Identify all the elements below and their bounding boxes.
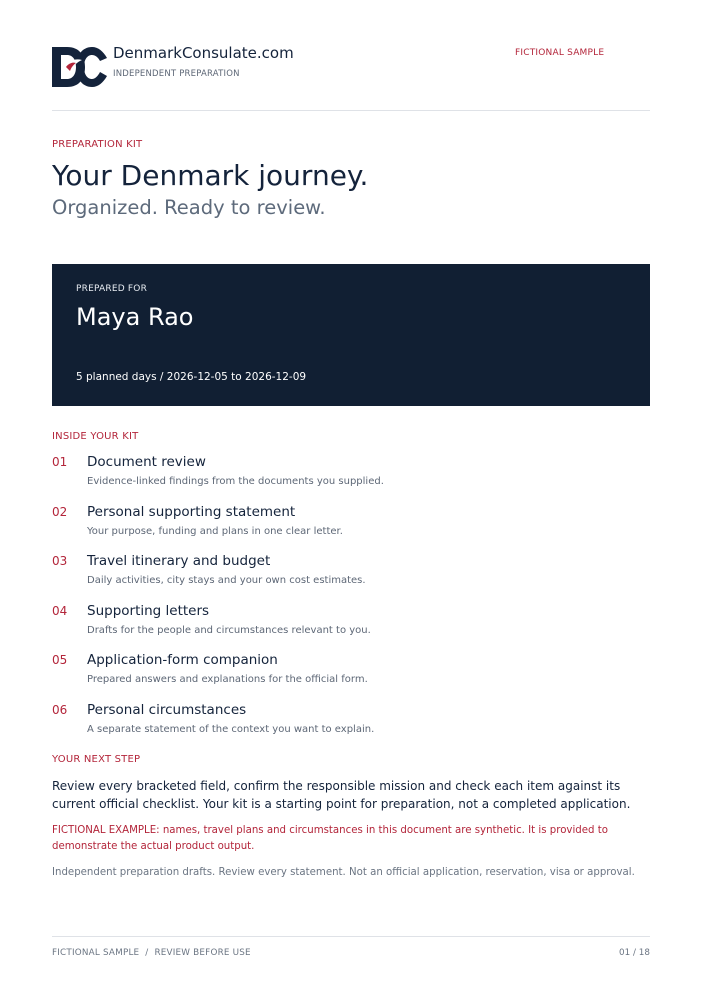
item-number: 06 [52,702,68,717]
list-item [52,452,650,502]
item-title: Travel itinerary and budget [87,553,271,570]
item-description: Daily activities, city stays and your own cost estimates. [87,575,366,587]
item-number: 02 [52,504,68,519]
kit-kicker: INSIDE YOUR KIT [52,431,139,442]
list-item [52,700,650,750]
page-number: 01 / 18 [619,948,650,958]
list-item [52,650,650,700]
list-item [52,601,650,651]
trip-dates: 5 planned days / 2026-12-05 to 2026-12-09 [76,371,307,383]
sample-badge: FICTIONAL SAMPLE [515,48,605,58]
fictional-example-note: FICTIONAL EXAMPLE: names, travel plans and circumstances in this document are synthetic. It is provided to demonstrate the actual product output. [52,825,608,852]
footer-divider [52,936,650,937]
disclaimer-text: Independent preparation drafts. Review every statement. Not an official application, reservation, visa or approval. [52,867,635,878]
item-number: 03 [52,554,68,569]
item-description: Drafts for the people and circumstances relevant to you. [87,624,371,636]
next-step-kicker: YOUR NEXT STEP [52,754,141,765]
brand-name: DenmarkConsulate.com [113,44,294,62]
next-step-body: Review every bracketed field, confirm the responsible mission and check each item against its current official checklist. Your kit is a starting point for preparation, not a completed application. [52,779,631,811]
item-number: 04 [52,603,68,618]
prepared-for-card [52,264,650,406]
item-description: Prepared answers and explanations for the official form. [87,674,368,686]
item-title: Personal circumstances [87,701,247,718]
page-header [52,42,650,92]
item-description: Your purpose, funding and plans in one clear letter. [87,525,343,537]
footer-label: FICTIONAL SAMPLE / REVIEW BEFORE USE [52,948,251,958]
header-divider [52,110,650,111]
prepared-for-label: PREPARED FOR [76,284,148,294]
item-title: Application-form companion [87,652,278,669]
brand-tagline: INDEPENDENT PREPARATION [113,69,240,79]
document-page [52,0,650,994]
page-subtitle: Organized. Ready to review. [52,196,326,219]
item-title: Document review [87,454,206,470]
dc-monogram-logo-icon [52,46,108,88]
list-item [52,551,650,601]
item-number: 05 [52,653,68,668]
page-title: Your Denmark journey. [52,159,369,192]
item-title: Personal supporting statement [87,503,296,520]
item-description: Evidence-linked findings from the documents you supplied. [87,476,384,487]
item-title: Supporting letters [87,602,210,619]
kit-contents-list [52,452,650,750]
applicant-name: Maya Rao [76,303,194,331]
item-number: 01 [52,455,68,469]
hero-kicker: PREPARATION KIT [52,139,143,150]
list-item [52,502,650,552]
item-description: A separate statement of the context you want to explain. [87,723,375,735]
